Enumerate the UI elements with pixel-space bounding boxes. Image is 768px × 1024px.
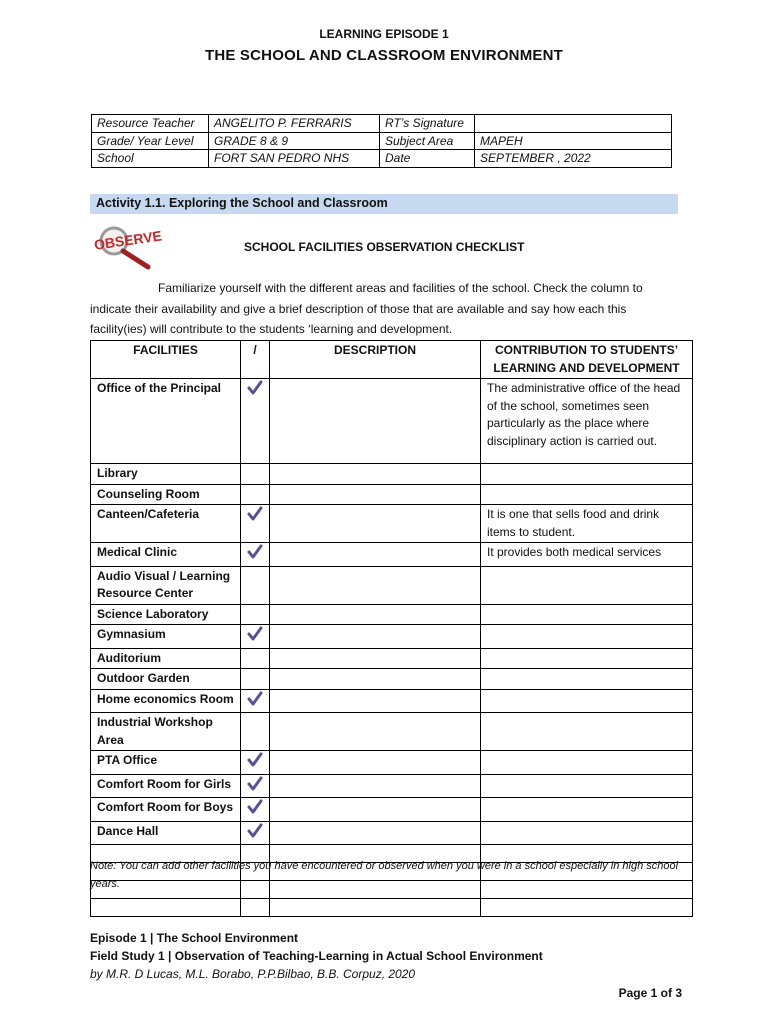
grade-value: GRADE 8 & 9 xyxy=(209,132,380,150)
table-row xyxy=(91,543,693,567)
table-row xyxy=(91,899,693,917)
availability-cell[interactable] xyxy=(241,648,270,669)
description-cell[interactable] xyxy=(270,543,481,567)
availability-cell[interactable] xyxy=(241,484,270,505)
availability-cell[interactable] xyxy=(241,566,270,604)
availability-cell[interactable] xyxy=(241,774,270,798)
availability-cell[interactable] xyxy=(241,899,270,917)
table-row xyxy=(91,484,693,505)
facility-name: Outdoor Garden xyxy=(91,669,241,690)
facilities-body xyxy=(91,379,693,917)
facility-name: Library xyxy=(91,464,241,485)
header-description: DESCRIPTION xyxy=(270,341,481,379)
header-facilities: FACILITIES xyxy=(91,341,241,379)
description-cell[interactable] xyxy=(270,689,481,713)
description-cell[interactable] xyxy=(270,821,481,845)
availability-cell[interactable] xyxy=(241,625,270,649)
subject-value: MAPEH xyxy=(475,132,672,150)
facility-name: Comfort Room for Girls xyxy=(91,774,241,798)
contribution-cell[interactable] xyxy=(481,464,693,485)
checkmark-icon xyxy=(246,625,264,642)
facility-name xyxy=(91,899,241,917)
instructions-rest: indicate their availability and give a brief description of those that are available and say how each this facility(ies) will contribute to the students ‘learning and development. xyxy=(90,301,627,336)
description-cell[interactable] xyxy=(270,774,481,798)
page-current: 1 xyxy=(650,986,658,1000)
description-cell[interactable] xyxy=(270,648,481,669)
info-table xyxy=(91,114,672,168)
description-cell[interactable] xyxy=(270,899,481,917)
table-row xyxy=(91,464,693,485)
observe-logo xyxy=(92,224,162,270)
facility-name: Office of the Principal xyxy=(91,379,241,464)
availability-cell[interactable] xyxy=(241,821,270,845)
resource-teacher-label: Resource Teacher xyxy=(92,115,209,133)
rt-signature-value xyxy=(475,115,672,133)
facility-name: Gymnasium xyxy=(91,625,241,649)
rt-signature-label: RT’s Signature xyxy=(380,115,475,133)
svg-text:OBSERVE: OBSERVE xyxy=(93,227,162,253)
facility-name: Comfort Room for Boys xyxy=(91,798,241,822)
contribution-cell[interactable] xyxy=(481,774,693,798)
facility-name: Audio Visual / Learning Resource Center xyxy=(91,566,241,604)
footer-field-study: Field Study 1 | Observation of Teaching-Learning in Actual School Environment xyxy=(90,949,543,963)
footer-episode: Episode 1 | The School Environment xyxy=(90,931,299,945)
info-row xyxy=(92,115,672,133)
contribution-cell[interactable] xyxy=(481,713,693,751)
date-value: SEPTEMBER , 2022 xyxy=(475,150,672,168)
header-contribution: CONTRIBUTION TO STUDENTS’ LEARNING AND DEVELOPMENT xyxy=(481,341,693,379)
description-cell[interactable] xyxy=(270,464,481,485)
facility-name: Auditorium xyxy=(91,648,241,669)
contribution-cell[interactable] xyxy=(481,566,693,604)
description-cell[interactable] xyxy=(270,505,481,543)
checkmark-icon xyxy=(246,822,264,839)
school-label: School xyxy=(92,150,209,168)
checkmark-icon xyxy=(246,379,264,396)
resource-teacher-value: ANGELITO P. FERRARIS xyxy=(209,115,380,133)
facility-name: Counseling Room xyxy=(91,484,241,505)
description-cell[interactable] xyxy=(270,566,481,604)
contribution-cell[interactable] xyxy=(481,604,693,625)
availability-cell[interactable] xyxy=(241,464,270,485)
table-row xyxy=(91,566,693,604)
availability-cell[interactable] xyxy=(241,669,270,690)
contribution-cell[interactable] xyxy=(481,798,693,822)
episode-heading: LEARNING EPISODE 1 xyxy=(319,27,449,41)
info-row xyxy=(92,132,672,150)
facility-name: PTA Office xyxy=(91,751,241,775)
availability-cell[interactable] xyxy=(241,543,270,567)
contribution-cell[interactable] xyxy=(481,648,693,669)
note-text: Note: You can add other facilities you have encountered or observed when you were in a school especially in high school years. xyxy=(90,860,679,890)
table-row xyxy=(91,713,693,751)
header-check: / xyxy=(241,341,270,379)
page-title: THE SCHOOL AND CLASSROOM ENVIRONMENT xyxy=(204,47,564,64)
checkmark-icon xyxy=(246,751,264,768)
page-number xyxy=(619,986,682,1000)
page-sep: of xyxy=(657,986,676,1000)
description-cell[interactable] xyxy=(270,604,481,625)
description-cell[interactable] xyxy=(270,751,481,775)
description-cell[interactable] xyxy=(270,484,481,505)
facility-name: Medical Clinic xyxy=(91,543,241,567)
contribution-cell[interactable]: It provides both medical services xyxy=(481,543,693,567)
table-row xyxy=(91,689,693,713)
availability-cell[interactable] xyxy=(241,379,270,464)
checkmark-icon xyxy=(246,505,264,522)
info-row xyxy=(92,150,672,168)
table-row xyxy=(91,774,693,798)
checkmark-icon xyxy=(246,798,264,815)
table-row xyxy=(91,669,693,690)
instructions xyxy=(90,278,682,340)
contribution-cell[interactable] xyxy=(481,669,693,690)
table-row xyxy=(91,751,693,775)
page-prefix: Page xyxy=(618,986,651,1000)
table-row xyxy=(91,625,693,649)
availability-cell[interactable] xyxy=(241,689,270,713)
page-total: 3 xyxy=(675,986,682,1000)
table-row xyxy=(91,604,693,625)
grade-label: Grade/ Year Level xyxy=(92,132,209,150)
footer-authors: by M.R. D Lucas, M.L. Borabo, P.P.Bilbao, B.B. Corpuz, 2020 xyxy=(90,967,416,981)
facilities-table xyxy=(90,340,693,917)
facility-name: Home economics Room xyxy=(91,689,241,713)
checkmark-icon xyxy=(246,690,264,707)
availability-cell[interactable] xyxy=(241,713,270,751)
table-header-row xyxy=(91,341,693,379)
table-row xyxy=(91,379,693,464)
availability-cell[interactable] xyxy=(241,505,270,543)
contribution-cell[interactable] xyxy=(481,484,693,505)
activity-title: Activity 1.1. Exploring the School and Classroom xyxy=(90,194,678,214)
checkmark-icon xyxy=(246,543,264,560)
table-row xyxy=(91,505,693,543)
checklist-title: SCHOOL FACILITIES OBSERVATION CHECKLIST xyxy=(244,240,525,254)
contribution-cell[interactable] xyxy=(481,689,693,713)
contribution-cell[interactable]: The administrative office of the head of the school, sometimes seen particularly as the place where disciplinary action is carried out. xyxy=(481,379,693,464)
subject-label: Subject Area xyxy=(380,132,475,150)
facility-name: Industrial Workshop Area xyxy=(91,713,241,751)
description-cell[interactable] xyxy=(270,625,481,649)
contribution-cell[interactable] xyxy=(481,751,693,775)
description-cell[interactable] xyxy=(270,713,481,751)
availability-cell[interactable] xyxy=(241,751,270,775)
facility-name: Canteen/Cafeteria xyxy=(91,505,241,543)
contribution-cell[interactable] xyxy=(481,625,693,649)
contribution-cell[interactable] xyxy=(481,899,693,917)
contribution-cell[interactable] xyxy=(481,821,693,845)
date-label: Date xyxy=(380,150,475,168)
table-row xyxy=(91,648,693,669)
description-cell[interactable] xyxy=(270,379,481,464)
availability-cell[interactable] xyxy=(241,604,270,625)
availability-cell[interactable] xyxy=(241,798,270,822)
table-row xyxy=(91,821,693,845)
facility-name: Dance Hall xyxy=(91,821,241,845)
description-cell[interactable] xyxy=(270,669,481,690)
facility-name: Science Laboratory xyxy=(91,604,241,625)
school-value: FORT SAN PEDRO NHS xyxy=(209,150,380,168)
table-row xyxy=(91,798,693,822)
description-cell[interactable] xyxy=(270,798,481,822)
instructions-first: Familiarize yourself with the different areas and facilities of the school. Check the column to xyxy=(158,281,643,295)
contribution-cell[interactable]: It is one that sells food and drink items to student. xyxy=(481,505,693,543)
checkmark-icon xyxy=(246,775,264,792)
